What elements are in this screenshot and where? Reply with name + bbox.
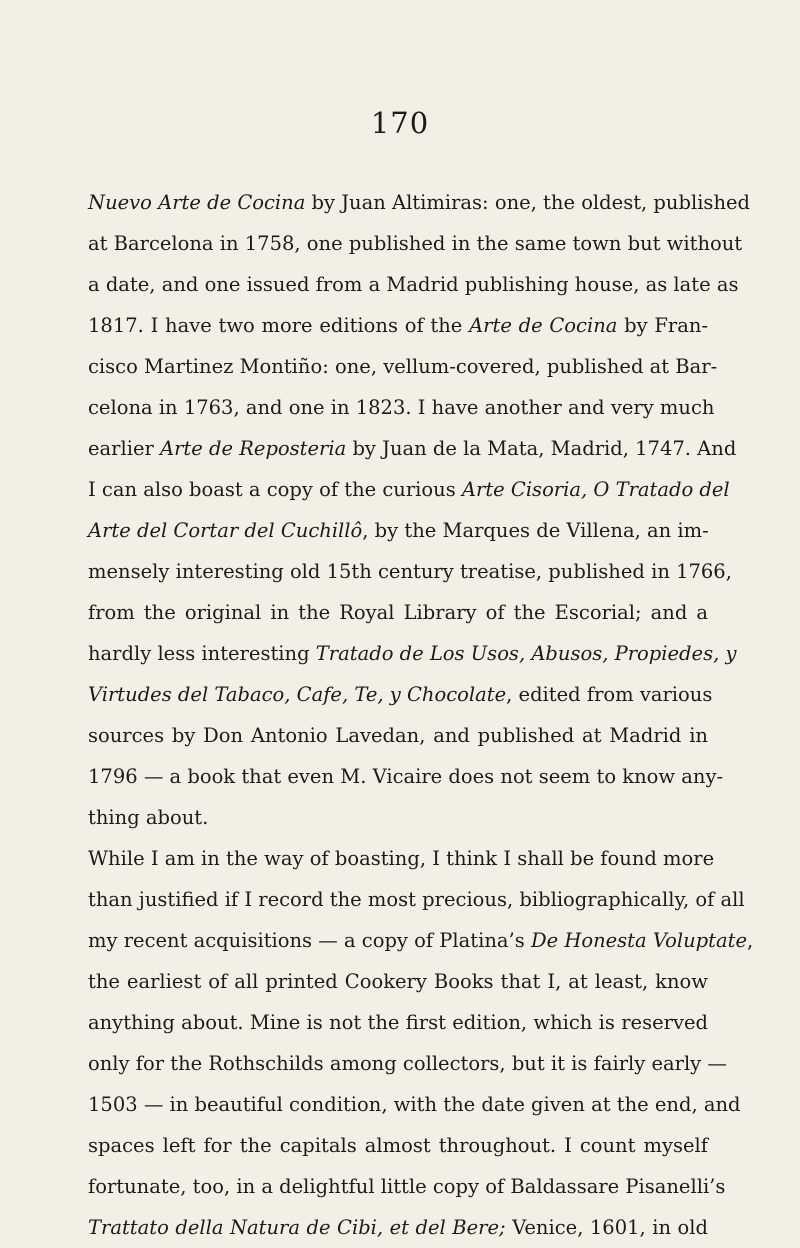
text-span: cisco Martinez Montiño: one, vellum-covered, published at Bar- <box>88 355 718 378</box>
text-span: hardly less interesting <box>88 642 316 665</box>
italic-title: Arte Cisoria, O Tratado del <box>461 478 730 501</box>
text-line <box>88 469 730 510</box>
text-span: than justified if I record the most precious, bibliographically, of all <box>88 888 745 911</box>
text-span: by Juan Altimiras: one, the oldest, published <box>305 191 751 214</box>
italic-title: Arte de Reposteria <box>160 437 347 460</box>
text-span: by Fran- <box>617 314 708 337</box>
text-span: a date, and one issued from a Madrid publishing house, as late as <box>88 273 739 296</box>
text-span: the earliest of all printed Cookery Books that I, at least, know <box>88 970 708 993</box>
text-line <box>88 510 708 551</box>
text-span: 1503 — in beautiful condition, with the date given at the end, and <box>88 1093 741 1116</box>
text-line <box>88 674 713 715</box>
text-span: only for the Rothschilds among collectors, but it is fairly early — <box>88 1052 727 1075</box>
text-span: by Juan de la Mata, Madrid, 1747. And <box>346 437 737 460</box>
text-line <box>88 223 743 264</box>
text-line <box>88 346 718 387</box>
text-line <box>88 797 708 838</box>
text-line <box>88 756 724 797</box>
italic-title: Arte de Cocina <box>469 314 618 337</box>
text-span: from the original in the Royal Library of the Escorial; and a <box>88 601 708 624</box>
text-line <box>88 1002 708 1043</box>
text-span: mensely interesting old 15th century treatise, published in 1766, <box>88 560 732 583</box>
body-text <box>88 182 754 1248</box>
text-line <box>88 551 732 592</box>
text-span: Venice, 1601, in old <box>505 1216 708 1239</box>
italic-title: Tratado de Los Usos, Abusos, Propiedes, y <box>315 642 737 665</box>
text-span: celona in 1763, and one in 1823. I have another and very much <box>88 396 715 419</box>
text-span: 1796 — a book that even M. Vicaire does not seem to know any- <box>88 765 724 788</box>
text-line <box>88 1043 727 1084</box>
text-line <box>88 838 715 879</box>
text-line <box>88 305 708 346</box>
italic-title: Virtudes del Tabaco, Cafe, Te, y Chocolate <box>88 683 507 706</box>
text-span: , edited from various <box>506 683 713 706</box>
text-span: sources by Don Antonio Lavedan, and published at Madrid in <box>88 724 708 747</box>
text-span: , by the Marques de Villena, an im- <box>362 519 709 542</box>
text-line <box>88 920 754 961</box>
italic-title: Arte del Cortar del Cuchillô <box>88 519 363 542</box>
text-span: spaces left for the capitals almost throughout. I count myself <box>88 1134 708 1157</box>
text-line <box>88 961 708 1002</box>
text-span: 1817. I have two more editions of the <box>88 314 470 337</box>
text-line <box>88 182 751 223</box>
text-line <box>88 1166 726 1207</box>
text-span: at Barcelona in 1758, one published in the same town but without <box>88 232 743 255</box>
text-line <box>88 592 708 633</box>
text-line <box>88 879 745 920</box>
text-line <box>88 1207 708 1248</box>
text-line <box>88 264 739 305</box>
text-line <box>88 387 715 428</box>
text-line <box>88 715 708 756</box>
page-number: 170 <box>370 106 430 140</box>
text-span: anything about. Mine is not the first edition, which is reserved <box>88 1011 708 1034</box>
text-span: fortunate, too, in a delightful little copy of Baldassare Pisanelli’s <box>88 1175 726 1198</box>
text-line <box>88 633 737 674</box>
italic-title: Nuevo Arte de Cocina <box>88 191 306 214</box>
text-span: thing about. <box>88 806 209 829</box>
text-span: I can also boast a copy of the curious <box>88 478 462 501</box>
text-line <box>88 428 737 469</box>
text-span: While I am in the way of boasting, I think I shall be found more <box>88 847 715 870</box>
text-span: earlier <box>88 437 161 460</box>
text-span: my recent acquisitions — a copy of Platina’s <box>88 929 531 952</box>
text-span: , <box>747 929 754 952</box>
text-line <box>88 1084 741 1125</box>
italic-title: Trattato della Natura de Cibi, et del Bere; <box>88 1216 506 1239</box>
text-line <box>88 1125 708 1166</box>
italic-title: De Honesta Voluptate <box>530 929 747 952</box>
